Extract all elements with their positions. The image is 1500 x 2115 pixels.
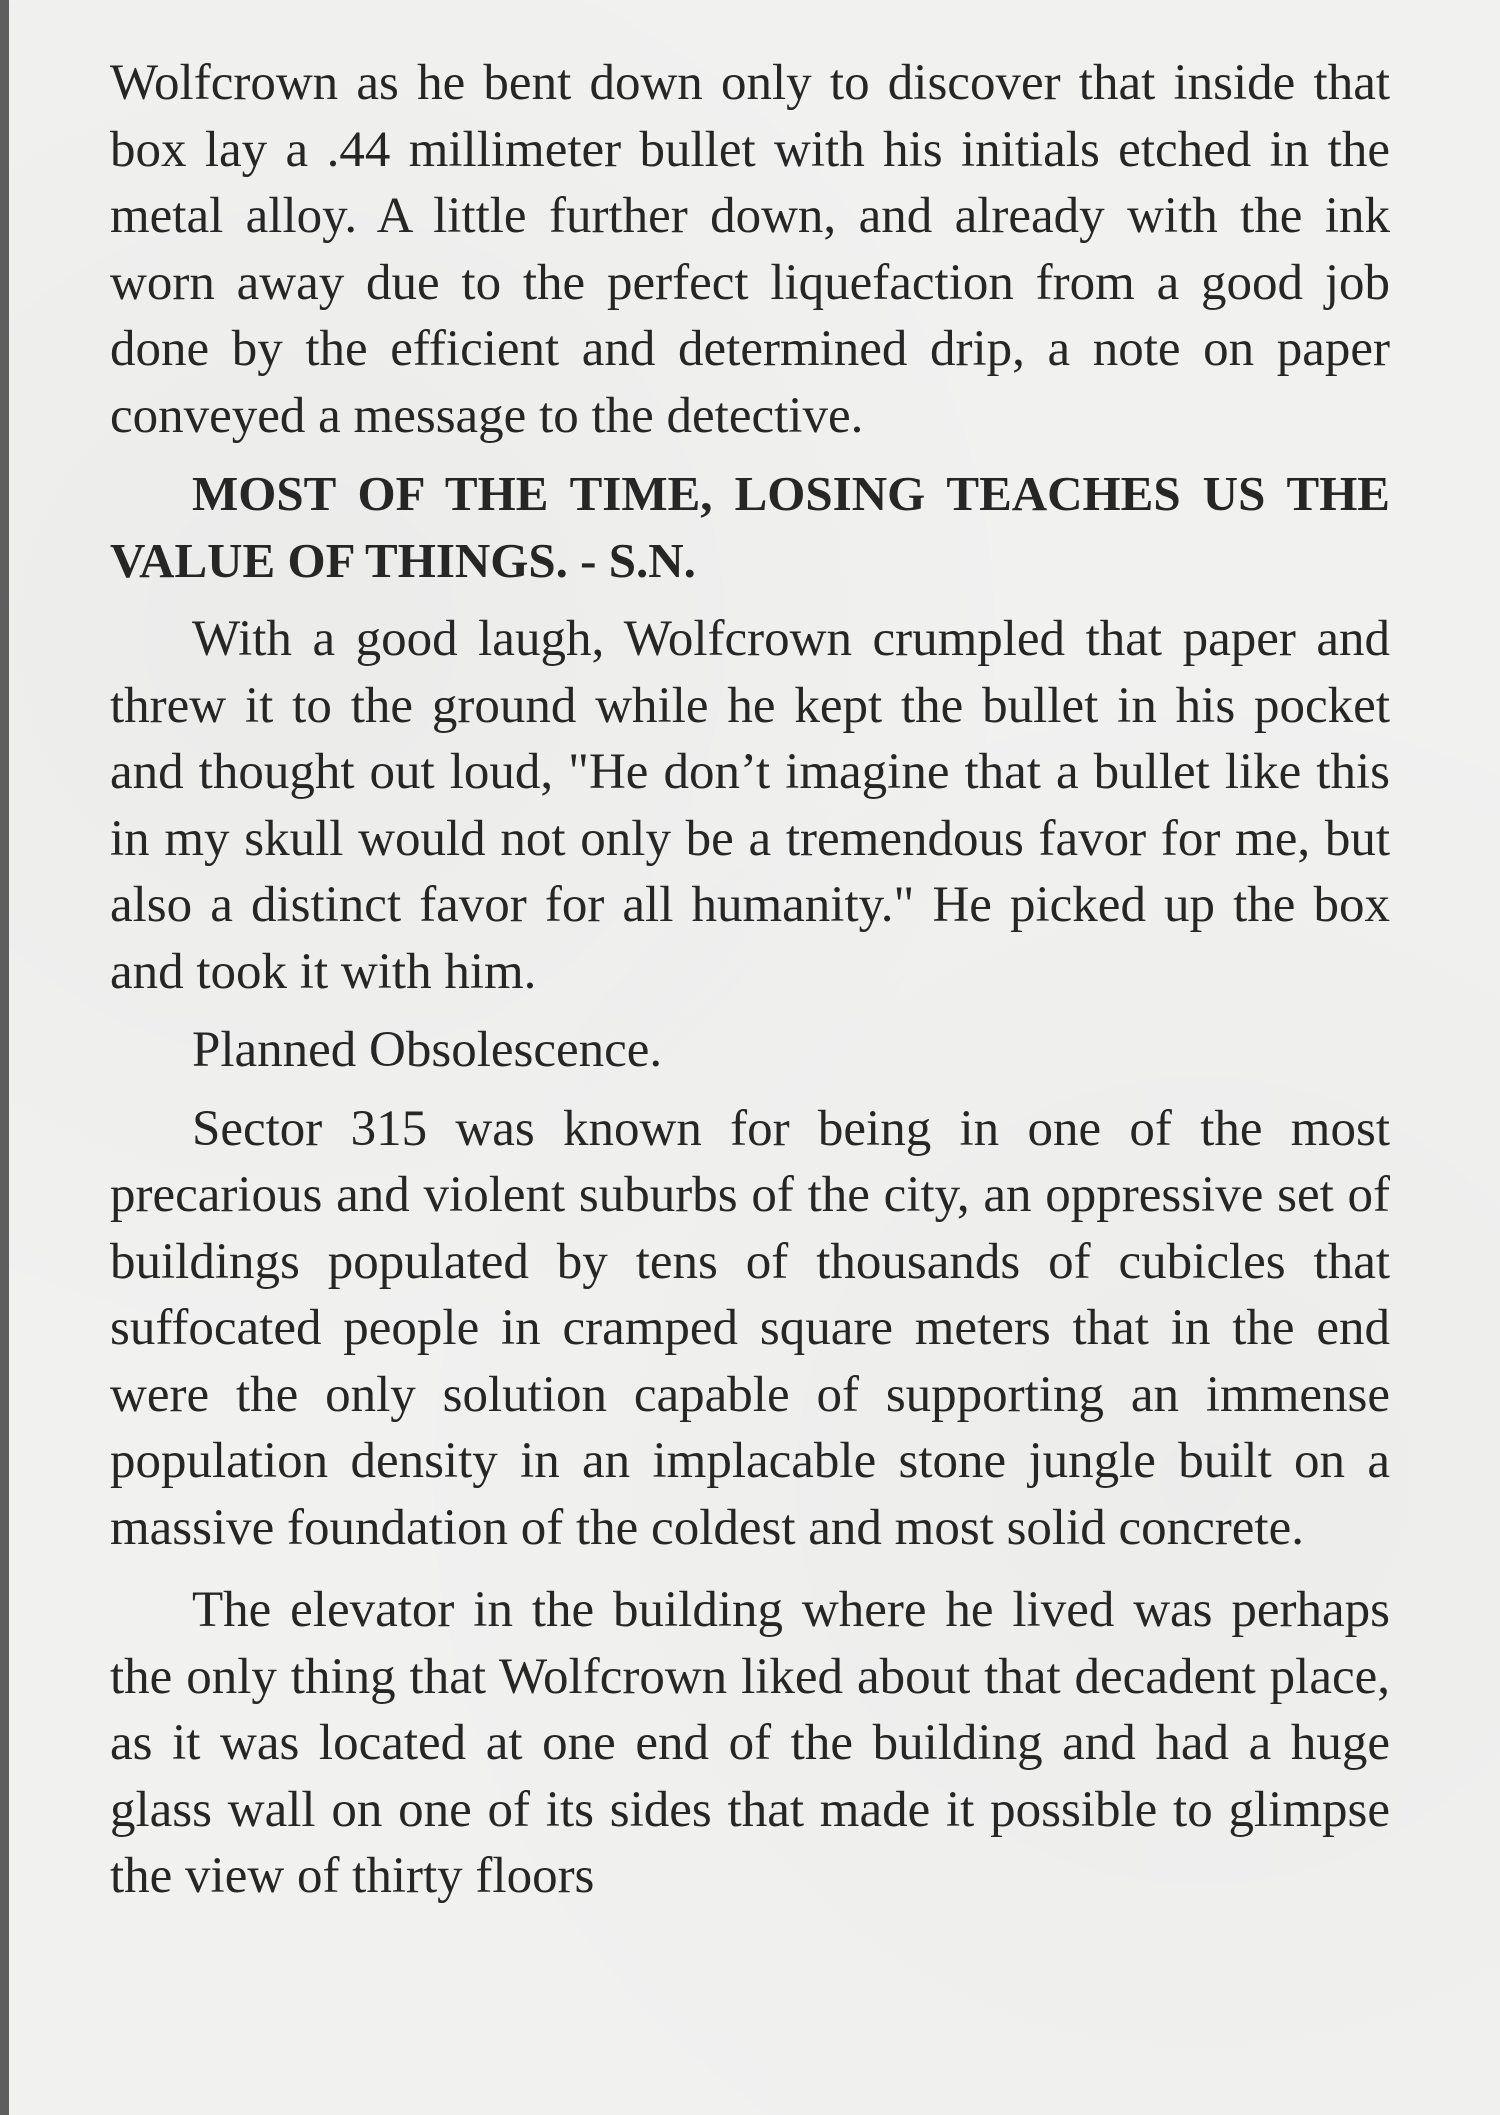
paragraph-sector: Sector 315 was known for being in one of the most precarious and violent suburbs of the city, an oppressive set of buildings populated by tens of thousands of cubicles that suffocated people in cramped square meters that in the end were the only solution capable of supporting an immense population density in an implacable stone jungle built on a massive foundation of the coldest and most solid concrete. [110, 1100, 1390, 1556]
section-heading: Planned Obsolescence. [192, 1022, 663, 1078]
paragraph-continuation: Wolfcrown as he bent down only to discover that inside that box lay a .44 millimeter bullet with his initials etched in the metal alloy. A little further down, and already with the ink worn away due to the perfect liquefaction from a good job done by the efficient and determined drip, a note on paper conveyed a message to the detective. [110, 55, 1390, 444]
page-edge-shadow [0, 0, 9, 2115]
quote-paragraph: MOST OF THE TIME, LOSING TEACHES US THE VALUE OF THINGS. - S.N. [110, 466, 1390, 588]
paragraph-elevator: The elevator in the building where he lived was perhaps the only thing that Wolfcrown liked about that decadent place, as it was located at one end of the building and had a huge glass wall on one of its sides that made it possible to glimpse the view of thirty floors [110, 1582, 1390, 1904]
body-text [110, 50, 1390, 1910]
paragraph-laugh: With a good laugh, Wolfcrown crumpled that paper and threw it to the ground while he kept the bullet in his pocket and thought out loud, "He don’t imagine that a bullet like this in my skull would not only be a tremendous favor for me, but also a distinct favor for all humanity." He picked up the box and took it with him. [110, 611, 1390, 1000]
